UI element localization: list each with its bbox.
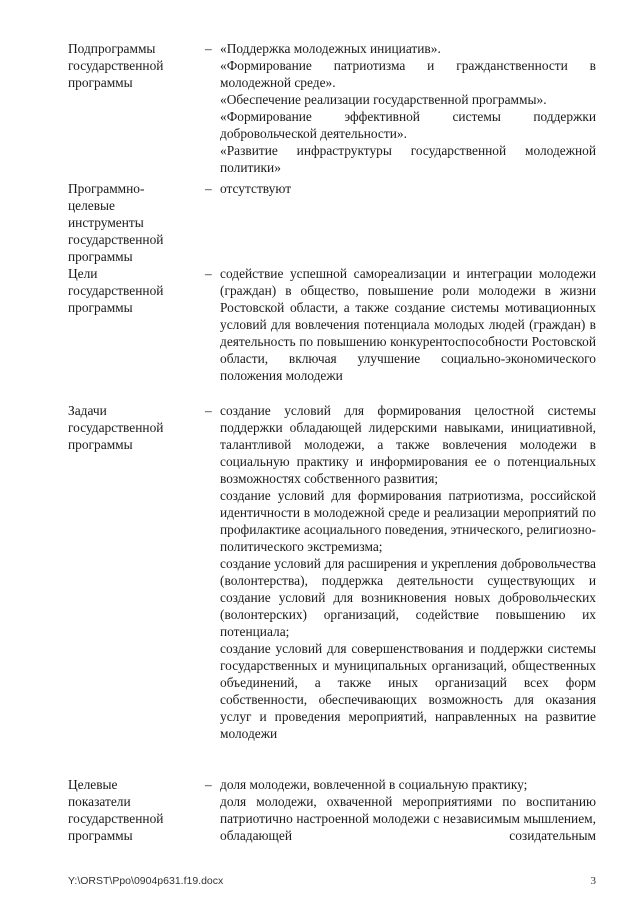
row-dash: –: [205, 181, 212, 196]
row-content: [220, 776, 596, 844]
row-content: [220, 402, 596, 742]
row-label: Программно- целевые инструменты государственной программы: [68, 181, 164, 264]
row-content: [220, 180, 596, 197]
paragraph: создание условий для совершенствования и поддержки системы государственных и муниципальных организаций, общественных объединений, а также иных организаций всех форм собственности, обеспечивающих возможность для оказания услуг и проведения мероприятий, направленных на развитие молодежи: [220, 641, 596, 741]
paragraph: создание условий для формирования патриотизма, российской идентичности в молодежной среде и реализации мероприятий по профилактике асоциального поведения, этнического, религиозно-политического экстремизма;: [220, 488, 596, 554]
footer-file-path: Y:\ORST\Ppo\0904p631.f19.docx: [68, 875, 224, 887]
row-label: Цели государственной программы: [68, 266, 164, 315]
row-content: [220, 40, 596, 176]
paragraph: «Обеспечение реализации государственной программы».: [220, 92, 547, 107]
row-label: Задачи государственной программы: [68, 403, 164, 452]
paragraph: отсутствуют: [220, 181, 292, 196]
row-dash: –: [205, 777, 212, 792]
row-dash: –: [205, 266, 212, 281]
paragraph: доля молодежи, вовлеченной в социальную практику;: [220, 777, 528, 792]
paragraph: «Поддержка молодежных инициатив».: [220, 41, 441, 56]
paragraph: создание условий для расширения и укрепления добровольчества (волонтерства), поддержка деятельности существующих и создание условий для возникновения новых добровольческих (волонтерских) организаций, содействие повышению их потенциала;: [220, 556, 596, 639]
paragraph: создание условий для формирования целостной системы поддержки обладающей лидерскими навыками, инициативной, талантливой молодежи, а также вовлечения молодежи в социальную практику и информирования ее о потенциальных возможностях собственного развития;: [220, 403, 596, 486]
paragraph: «Формирование эффективной системы поддержки добровольческой деятельности».: [220, 109, 596, 141]
row-dash: –: [205, 403, 212, 418]
row-label: Целевые показатели государственной программы: [68, 777, 164, 843]
paragraph: «Развитие инфраструктуры государственной молодежной политики»: [220, 143, 596, 175]
paragraph: содействие успешной самореализации и интеграции молодежи (граждан) в общество, повышение роли молодежи в жизни Ростовской области, а также создание системы мотивационных условий для вовлечения потенциала молодых людей (граждан) в деятельность по повышению конкурентоспособности Ростовской области, включая улучшение социально-экономического положения молодежи: [220, 266, 596, 383]
footer-page-number: 3: [590, 875, 596, 887]
paragraph: доля молодежи, охваченной мероприятиями по воспитанию патриотично настроенной молодежи с независимым мышлением, обладающей созидательным: [220, 794, 596, 843]
paragraph: «Формирование патриотизма и гражданственности в молодежной среде».: [220, 58, 596, 90]
row-label: Подпрограммы государственной программы: [68, 41, 164, 90]
row-content: [220, 265, 596, 384]
row-dash: –: [205, 41, 212, 56]
